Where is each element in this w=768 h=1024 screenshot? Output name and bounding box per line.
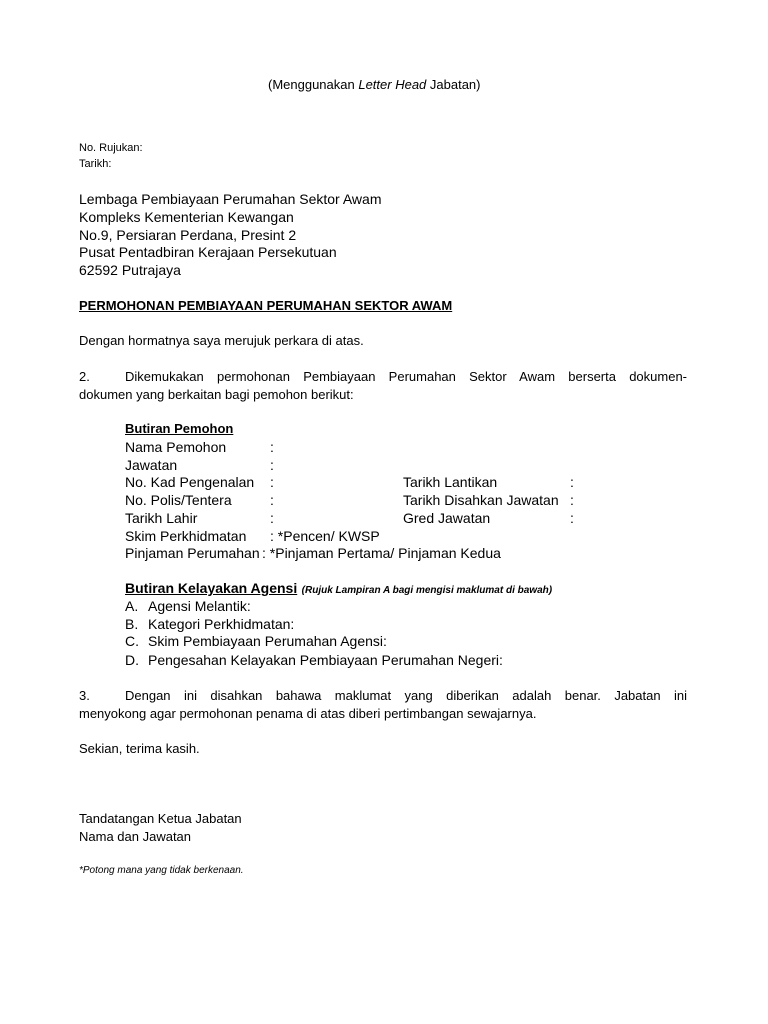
para2-text: Dikemukakan permohonan Pembiayaan Perumahan Sektor Awam berserta dokumen- [125, 369, 687, 384]
agency-heading: Butiran Kelayakan Agensi [125, 580, 298, 596]
address-line: 62592 Putrajaya [79, 262, 181, 278]
agency-item-letter: D. [125, 652, 139, 668]
agency-item-letter: A. [125, 598, 139, 614]
letterhead-suffix: Jabatan) [426, 77, 481, 92]
field-label: Tarikh Lahir [125, 510, 198, 526]
field-value: : *Pencen/ KWSP [270, 528, 380, 544]
field-colon: : [270, 439, 274, 455]
field-colon: : [570, 492, 574, 508]
field-label: Nama Pemohon [125, 439, 227, 455]
field-label: Skim Perkhidmatan [125, 528, 247, 544]
para2-continuation: dokumen yang berkaitan bagi pemohon berikut: [79, 387, 354, 402]
agency-item: Pengesahan Kelayakan Pembiayaan Perumahan Negeri: [148, 652, 503, 668]
field-label: Gred Jawatan [403, 510, 491, 526]
letterhead-prefix: (Menggunakan [268, 77, 359, 92]
opening-line: Dengan hormatnya saya merujuk perkara di atas. [79, 333, 364, 348]
closing-line: Sekian, terima kasih. [79, 741, 200, 756]
agency-item-letter: B. [125, 616, 139, 632]
agency-item: Kategori Perkhidmatan: [148, 616, 295, 632]
field-label: Tarikh Lantikan [403, 474, 498, 490]
field-colon: : [570, 510, 574, 526]
letterhead-italic: Letter Head [358, 77, 427, 92]
field-colon: : [270, 492, 274, 508]
para3-number: 3. [79, 688, 90, 703]
agency-item: Agensi Melantik: [148, 598, 251, 614]
agency-item-letter: C. [125, 633, 139, 649]
field-label: Jawatan [125, 457, 178, 473]
letterhead-note [268, 77, 480, 92]
para2-number: 2. [79, 369, 90, 384]
reference-number-label: No. Rujukan: [79, 142, 143, 154]
address-line: Kompleks Kementerian Kewangan [79, 209, 294, 225]
agency-item: Skim Pembiayaan Perumahan Agensi: [148, 633, 387, 649]
signature-name: Nama dan Jawatan [79, 829, 192, 844]
para3-continuation: menyokong agar permohonan penama di atas diberi pertimbangan sewajarnya. [79, 706, 537, 721]
applicant-heading: Butiran Pemohon [125, 421, 234, 436]
field-value: : *Pinjaman Pertama/ Pinjaman Kedua [262, 545, 501, 561]
field-colon: : [270, 510, 274, 526]
field-label: Tarikh Disahkan Jawatan [403, 492, 559, 508]
field-label: Pinjaman Perumahan [125, 545, 260, 561]
signature-title: Tandatangan Ketua Jabatan [79, 811, 242, 826]
reference-date-label: Tarikh: [79, 158, 112, 170]
subject-heading: PERMOHONAN PEMBIAYAAN PERUMAHAN SEKTOR AWAM [79, 298, 453, 313]
para3-text: Dengan ini disahkan bahawa maklumat yang diberikan adalah benar. Jabatan ini [125, 688, 687, 703]
field-label: No. Polis/Tentera [125, 492, 232, 508]
field-colon: : [270, 474, 274, 490]
agency-heading-row [125, 580, 552, 598]
address-line: Lembaga Pembiayaan Perumahan Sektor Awam [79, 191, 382, 207]
footnote: *Potong mana yang tidak berkenaan. [79, 865, 244, 876]
address-line: No.9, Persiaran Perdana, Presint 2 [79, 227, 297, 243]
field-label: No. Kad Pengenalan [125, 474, 255, 490]
field-colon: : [270, 457, 274, 473]
agency-note: (Rujuk Lampiran A bagi mengisi maklumat di bawah) [301, 585, 553, 596]
address-line: Pusat Pentadbiran Kerajaan Persekutuan [79, 244, 337, 260]
field-colon: : [570, 474, 574, 490]
